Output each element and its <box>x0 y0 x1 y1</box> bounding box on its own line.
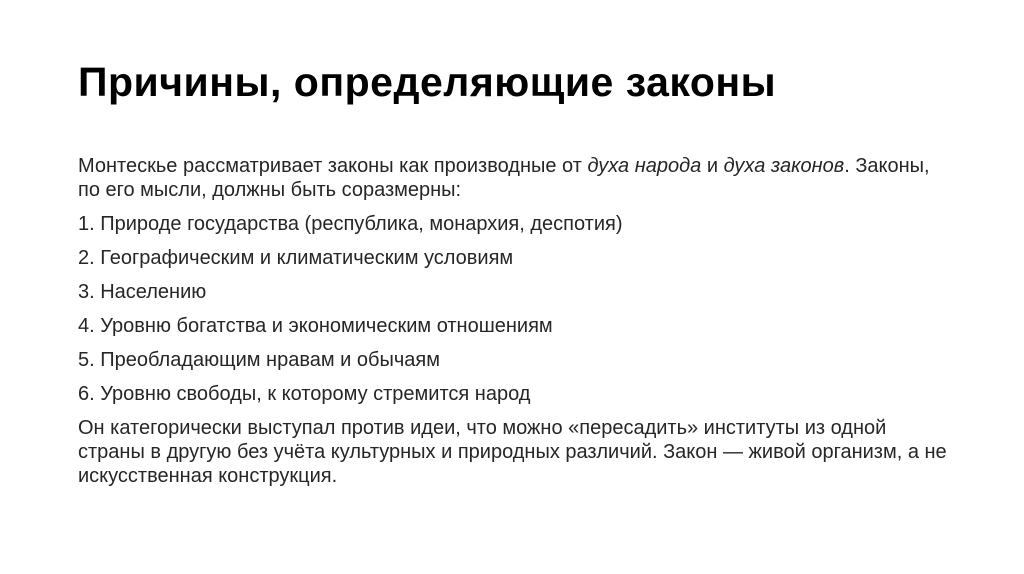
intro-text-1: Монтескье рассматривает законы как производные от <box>78 155 588 177</box>
intro-text-2: и <box>701 155 724 177</box>
list-item: 4. Уровню богатства и экономическим отношениям <box>78 315 553 337</box>
conclusion-paragraph: Он категорически выступал против идеи, что можно «пересадить» институты из одной страны в другую без учёта культурных и природных различий. Закон — живой организм, а не искусственная конструкция. <box>78 417 947 487</box>
slide-body <box>78 154 948 498</box>
list-item: 6. Уровню свободы, к которому стремится народ <box>78 383 531 405</box>
intro-emphasis-spirit-of-people: духа народа <box>587 155 702 177</box>
list-item: 2. Географическим и климатическим условиям <box>78 247 514 269</box>
intro-emphasis-spirit-of-laws: духа законов <box>723 155 845 177</box>
list-item: 5. Преобладающим нравам и обычаям <box>78 349 440 371</box>
list-item: 3. Населению <box>78 281 207 303</box>
slide-title: Причины, определяющие законы <box>78 59 777 105</box>
intro-paragraph <box>78 154 948 202</box>
list-item: 1. Природе государства (республика, монархия, деспотия) <box>78 213 623 235</box>
intro-text-3: . Законы, по его мысли, должны быть соразмерны: <box>78 155 930 201</box>
